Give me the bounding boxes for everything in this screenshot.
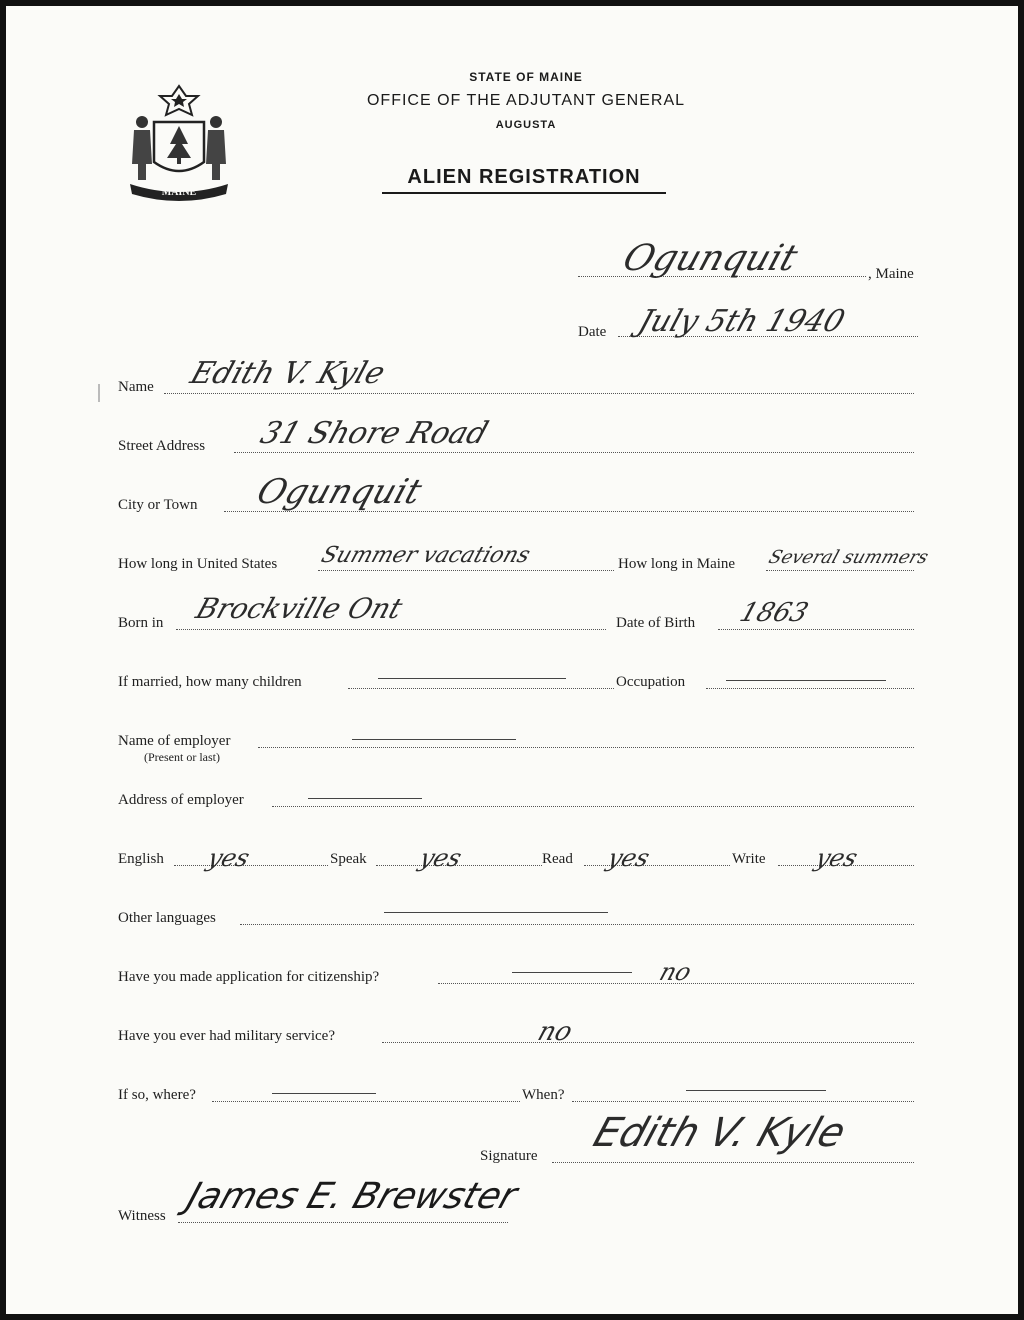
us-duration-value: Summer vacations (318, 543, 534, 568)
date-value: July 5th 1940 (634, 304, 850, 339)
name-line (164, 393, 914, 394)
us-duration-label: How long in United States (118, 556, 278, 572)
military-value: no (534, 1017, 577, 1047)
employer-address-line (272, 806, 914, 807)
header-state: STATE OF MAINE (469, 70, 583, 84)
city-label: City or Town (118, 497, 198, 513)
street-value: 31 Shore Road (256, 416, 493, 451)
maine-duration-value: Several summers (766, 547, 931, 568)
where-line (212, 1101, 520, 1102)
citizenship-dash (512, 972, 632, 973)
dob-label: Date of Birth (616, 615, 696, 631)
street-label: Street Address (118, 438, 206, 454)
citizenship-label: Have you made application for citizenship? (118, 969, 380, 985)
place-value: Ogunquit (618, 238, 803, 279)
maine-duration-line (766, 570, 914, 571)
where-label: If so, where? (118, 1087, 196, 1103)
name-label: Name (118, 379, 154, 395)
dob-line (718, 629, 914, 630)
english-label: English (118, 851, 164, 867)
where-dash (272, 1093, 376, 1094)
speak-line (376, 865, 542, 866)
date-label: Date (578, 324, 607, 340)
read-value: yes (604, 844, 654, 872)
speak-label: Speak (330, 851, 367, 867)
employer-name-label: Name of employer (118, 733, 231, 749)
english-value: yes (204, 844, 254, 872)
header-office: OFFICE OF THE ADJUTANT GENERAL (366, 92, 686, 109)
other-languages-label: Other languages (118, 910, 216, 926)
signature-line (552, 1162, 914, 1163)
name-value: Edith V. Kyle (186, 356, 390, 391)
maine-duration-label: How long in Maine (618, 556, 736, 572)
born-in-value: Brockville Ont (192, 592, 407, 625)
write-value: yes (812, 844, 862, 872)
header-city: AUGUSTA (495, 119, 557, 131)
other-languages-dash (384, 912, 608, 913)
witness-line (178, 1222, 508, 1223)
when-label: When? (522, 1087, 565, 1103)
read-label: Read (542, 851, 573, 867)
maine-label: , Maine (868, 266, 914, 282)
witness-value: James E. Brewster (182, 1176, 522, 1217)
write-label: Write (732, 851, 766, 867)
when-dash (686, 1090, 826, 1091)
employer-name-dash (352, 739, 516, 740)
state-seal-icon (124, 84, 234, 202)
employer-address-label: Address of employer (118, 792, 244, 808)
children-line (348, 688, 614, 689)
edge-mark (98, 384, 100, 402)
citizenship-value: no (656, 958, 696, 986)
children-label: If married, how many children (118, 674, 302, 690)
dob-value: 1863 (736, 598, 812, 628)
speak-value: yes (416, 844, 466, 872)
occupation-label: Occupation (616, 674, 686, 690)
english-line (174, 865, 328, 866)
military-line (382, 1042, 914, 1043)
occupation-dash (726, 680, 886, 681)
born-in-line (176, 629, 606, 630)
occupation-line (706, 688, 914, 689)
signature-value: Edith V. Kyle (588, 1110, 852, 1156)
us-duration-line (318, 570, 614, 571)
when-line (572, 1101, 914, 1102)
children-dash (378, 678, 566, 679)
street-line (234, 452, 914, 453)
witness-label: Witness (118, 1208, 166, 1224)
employer-name-line (258, 747, 914, 748)
born-in-label: Born in (118, 615, 164, 631)
military-label: Have you ever had military service? (118, 1028, 335, 1044)
city-value: Ogunquit (252, 472, 427, 512)
employer-address-dash (308, 798, 422, 799)
signature-label: Signature (480, 1148, 538, 1164)
registration-form (6, 6, 1018, 1314)
seal-banner-text: MAINE (161, 187, 197, 198)
form-title: ALIEN REGISTRATION (382, 166, 666, 194)
employer-note: (Present or last) (144, 750, 220, 764)
other-languages-line (240, 924, 914, 925)
